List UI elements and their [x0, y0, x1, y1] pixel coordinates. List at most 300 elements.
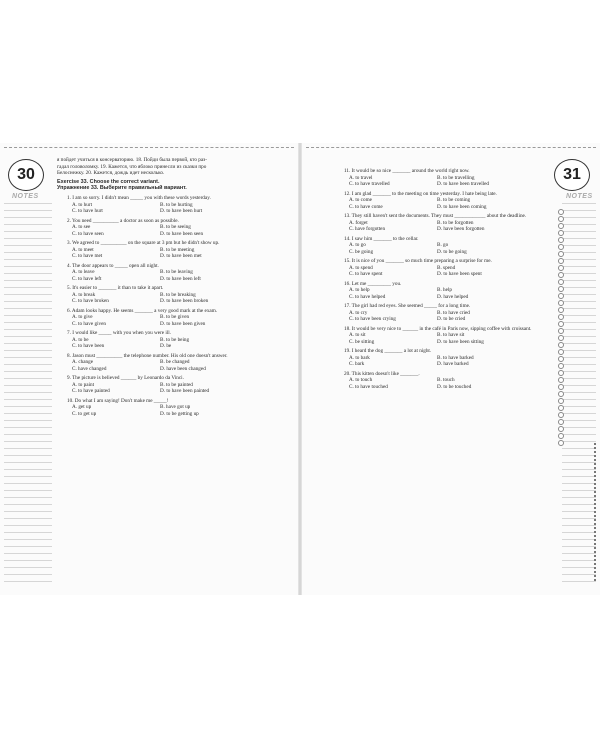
ruled-line	[4, 378, 52, 379]
ruled-line	[4, 203, 52, 204]
ruled-line	[4, 539, 52, 540]
ruled-line	[4, 308, 52, 309]
ruled-line	[4, 210, 52, 211]
ruled-line	[4, 476, 52, 477]
question-item	[334, 168, 532, 188]
answer-options	[334, 332, 532, 345]
answer-options	[334, 175, 532, 188]
spiral-ring	[558, 433, 564, 439]
ruled-line	[562, 378, 596, 379]
ruled-line	[562, 532, 596, 533]
spiral-ring	[558, 370, 564, 376]
answer-option: D. to have been left	[160, 275, 201, 282]
question-item	[334, 258, 532, 278]
ruled-line	[4, 567, 52, 568]
ruled-line	[4, 287, 52, 288]
answer-options	[57, 224, 272, 237]
answer-option: A. to go	[349, 242, 366, 248]
answer-option: C. to have been	[72, 343, 105, 350]
question-item	[334, 371, 532, 391]
ruled-line	[4, 553, 52, 554]
ruled-line	[562, 483, 596, 484]
answer-option: B. to be leaving	[160, 269, 193, 276]
spiral-ring	[558, 237, 564, 243]
answer-option: A. to break	[72, 291, 96, 298]
answer-option: D. to be cried	[437, 316, 466, 322]
spiral-ring	[558, 440, 564, 446]
ruled-line	[562, 364, 596, 365]
ruled-line	[4, 371, 52, 372]
ruled-line	[562, 567, 596, 568]
ruled-line	[562, 203, 596, 204]
answer-option: A. to touch	[349, 377, 373, 383]
spiral-ring	[558, 300, 564, 306]
question-item	[57, 375, 272, 395]
ruled-line	[562, 392, 596, 393]
ruled-line	[4, 322, 52, 323]
ruled-line	[562, 343, 596, 344]
spiral-ring	[558, 349, 564, 355]
ruled-line	[4, 497, 52, 498]
question-text: 18. It would be very nice to ______ in the café in Paris now, sipping coffee with croissant.	[344, 325, 532, 332]
left-column	[57, 157, 272, 417]
answer-option: B. to have cried	[437, 309, 470, 316]
question-text: 1. I am so sorry. I didn't mean _____ you with these words yesterday.	[67, 195, 211, 202]
ruled-line	[562, 434, 596, 435]
ruled-line	[562, 231, 596, 232]
answer-option: A. to cry	[349, 309, 368, 316]
answer-option: D. to have been broken	[160, 298, 209, 305]
ruled-line	[562, 287, 596, 288]
spiral-ring	[558, 293, 564, 299]
intro-line: Белоснежку. 20. Кажется, дождь идет несколько.	[57, 170, 165, 176]
ruled-line	[4, 357, 52, 358]
question-item	[57, 218, 272, 238]
ruled-line	[4, 238, 52, 239]
answer-option: C. to have spent	[349, 271, 383, 277]
spiral-ring	[558, 321, 564, 327]
ruled-line	[562, 546, 596, 547]
question-text: 8. Jason must __________ the telephone number. His old one doesn't answer.	[67, 352, 228, 359]
ruled-line	[562, 574, 596, 575]
ruled-line	[4, 490, 52, 491]
question-item	[334, 303, 532, 323]
ruled-line	[562, 441, 596, 442]
ruled-line	[562, 273, 596, 274]
spiral-ring	[558, 384, 564, 390]
answer-option: B. go	[437, 242, 449, 248]
answer-option: B. to have sit	[437, 332, 465, 338]
ruled-line	[4, 364, 52, 365]
ruled-line	[562, 427, 596, 428]
ruled-line	[562, 357, 596, 358]
answer-option: A. forget	[349, 219, 368, 226]
ruled-line	[562, 420, 596, 421]
answer-option: A. to bark	[349, 354, 370, 361]
ruled-line	[4, 259, 52, 260]
answer-option: A. to be	[72, 336, 89, 343]
question-item	[57, 285, 272, 305]
intro-line: я пойдет учиться в консерваторию. 18. Пойди была первой, кто раз-	[57, 157, 207, 163]
question-text: 4. The door appears to _____ open all night.	[67, 262, 159, 269]
ruled-line	[562, 469, 596, 470]
ruled-line	[4, 329, 52, 330]
ruled-line	[562, 490, 596, 491]
answer-option: D. have barked	[437, 361, 469, 367]
ruled-line	[4, 581, 52, 582]
answer-options	[334, 287, 532, 300]
ruled-line	[4, 392, 52, 393]
answer-option: C. to have come	[349, 203, 383, 210]
question-item	[57, 353, 272, 373]
answer-option: C. to have met	[72, 253, 103, 260]
ruled-line	[562, 252, 596, 253]
answer-options	[334, 197, 532, 210]
spiral-ring	[558, 279, 564, 285]
ruled-line	[562, 294, 596, 295]
ruled-line	[562, 329, 596, 330]
ruled-line	[562, 455, 596, 456]
answer-options	[334, 310, 532, 323]
ruled-line	[562, 518, 596, 519]
ruled-line	[562, 350, 596, 351]
ruled-line	[4, 518, 52, 519]
ruled-line	[4, 280, 52, 281]
spiral-ring	[558, 223, 564, 229]
answer-options	[57, 359, 272, 372]
question-item	[334, 326, 532, 346]
answer-option: A. to give	[72, 314, 93, 321]
ruled-line	[562, 315, 596, 316]
ruled-line	[4, 448, 52, 449]
answer-option: C. bark	[349, 361, 365, 367]
spiral-ring	[558, 412, 564, 418]
answer-option: D. to have been painted	[160, 388, 210, 395]
answer-option: C. be sitting	[349, 338, 375, 345]
answer-options	[334, 242, 532, 255]
answer-option: D. to have been sitting	[437, 338, 484, 345]
answer-option: B. to be forgotten	[437, 219, 474, 226]
question-text: 20. This kitten doesn't like _______.	[344, 370, 420, 377]
ruled-line	[4, 273, 52, 274]
answer-option: D. to have been spent	[437, 271, 482, 277]
question-item	[57, 308, 272, 328]
ruled-line	[562, 560, 596, 561]
answer-option: B. to have barked	[437, 354, 474, 361]
ruled-line	[4, 294, 52, 295]
answer-option: A. to hurt	[72, 201, 93, 208]
answer-option: B. touch	[437, 377, 455, 383]
answer-options	[57, 404, 272, 417]
answer-options	[57, 382, 272, 395]
question-item	[334, 191, 532, 211]
question-item	[57, 263, 272, 283]
answer-option: C. to have helped	[349, 293, 386, 300]
answer-option: A. to meet	[72, 246, 94, 253]
ruled-line	[562, 385, 596, 386]
answer-option: C. to have touched	[349, 383, 388, 390]
page-number-badge	[554, 159, 590, 191]
ruled-line	[562, 525, 596, 526]
ruled-line	[562, 301, 596, 302]
spiral-ring	[558, 426, 564, 432]
question-text: 15. It is nice of you _______ so much time preparing a surprise for me.	[344, 258, 492, 264]
answer-option: C. to have been crying	[349, 316, 396, 322]
question-text: 2. You need __________ a doctor as soon as possible.	[67, 217, 179, 224]
answer-option: D. to have been met	[160, 253, 202, 260]
ruled-line	[4, 343, 52, 344]
ruled-line	[562, 217, 596, 218]
ruled-line	[4, 469, 52, 470]
answer-option: C. to have broken	[72, 298, 109, 305]
answer-option: D. have helped	[437, 293, 469, 300]
spiral-ring	[558, 216, 564, 222]
exercise-title-en: Exercise 33. Choose the correct variant.	[57, 178, 160, 185]
answer-options	[57, 314, 272, 327]
question-text: 9. The picture is believed ______ by Leonardo da Vinci.	[67, 375, 184, 382]
answer-options	[57, 202, 272, 215]
ruled-line	[4, 511, 52, 512]
question-item	[334, 348, 532, 368]
ruled-line	[562, 581, 596, 582]
answer-option: C. be going	[349, 248, 374, 255]
answer-option: D. to be getting up	[160, 410, 199, 417]
ruled-line	[4, 574, 52, 575]
question-item	[334, 213, 532, 233]
ruled-line	[562, 504, 596, 505]
ruled-line	[4, 525, 52, 526]
answer-option: A. get up	[72, 404, 92, 411]
answer-option: C. to have travelled	[349, 181, 390, 187]
notes-label: NOTES	[12, 193, 39, 200]
ruled-line	[4, 434, 52, 435]
ruled-line	[4, 560, 52, 561]
answer-option: D. have been changed	[160, 365, 206, 372]
ruled-line	[4, 413, 52, 414]
ruled-line	[4, 532, 52, 533]
ruled-line	[562, 371, 596, 372]
answer-option: D. to be going	[437, 248, 467, 255]
ruled-line	[4, 546, 52, 547]
answer-option: A. to see	[72, 224, 91, 231]
spiral-ring	[558, 356, 564, 362]
question-item	[334, 281, 532, 301]
answer-option: D. to have been hurt	[160, 208, 203, 215]
spiral-ring	[558, 209, 564, 215]
ruled-line	[562, 224, 596, 225]
answer-option: A. to sit	[349, 332, 366, 338]
spiral-ring	[558, 258, 564, 264]
spiral-ring	[558, 265, 564, 271]
answer-option: B. to be given	[160, 314, 190, 321]
book-spread	[0, 143, 600, 595]
answer-option: B. to be breaking	[160, 291, 196, 298]
answer-option: A. to paint	[72, 381, 95, 388]
spiral-ring	[558, 391, 564, 397]
question-text: 12. I am glad _______ to the meeting on time yesterday. I hate being late.	[344, 190, 497, 197]
ruled-line	[562, 399, 596, 400]
ruled-line	[4, 217, 52, 218]
ruled-line	[562, 406, 596, 407]
question-text: 13. They still haven't sent the documents. They must ____________ about the deadline.	[344, 213, 527, 219]
answer-option: B. to be meeting	[160, 246, 195, 253]
right-page	[300, 143, 600, 595]
answer-option: B. to be seeing	[160, 224, 191, 231]
exercise-title-ru: Упражнение 33. Выберите правильный вариант.	[57, 185, 187, 192]
answer-option: D. to have been given	[160, 320, 206, 327]
answer-options	[57, 247, 272, 260]
answer-option: D. be	[160, 343, 172, 350]
answer-option: A. to leave	[72, 269, 95, 276]
page-number: 30	[17, 166, 35, 183]
ruled-line	[4, 483, 52, 484]
answer-options	[334, 355, 532, 368]
ruled-line	[562, 511, 596, 512]
ruled-line	[562, 553, 596, 554]
page-number-badge	[8, 159, 44, 191]
question-item	[57, 398, 272, 418]
spiral-ring	[558, 419, 564, 425]
page-number: 31	[563, 166, 581, 183]
question-text: 7. I would like _____ with you when you were ill.	[67, 330, 172, 337]
spiral-ring	[558, 335, 564, 341]
ruled-line	[4, 462, 52, 463]
question-text: 3. We agreed to __________ on the square at 3 pm but he didn't show up.	[67, 240, 220, 247]
left-page	[0, 143, 300, 595]
answer-option: C. to get up	[72, 410, 97, 417]
spiral-ring	[558, 377, 564, 383]
answer-option: C. have changed	[72, 365, 107, 372]
question-text: 16. Let me _________ you.	[344, 280, 402, 287]
ruled-line	[562, 497, 596, 498]
spiral-ring	[558, 307, 564, 313]
spiral-wire	[594, 443, 596, 583]
ruled-line	[4, 245, 52, 246]
ruled-line	[562, 476, 596, 477]
ruled-line	[4, 350, 52, 351]
answer-option: B. to be being	[160, 336, 190, 343]
ruled-line	[562, 308, 596, 309]
question-text: 5. It's easier to _______ it than to take it apart.	[67, 285, 164, 292]
ruled-line	[4, 266, 52, 267]
question-text: 14. I saw him _______ to the cellar.	[344, 235, 419, 242]
answer-option: C. to have hurt	[72, 208, 103, 215]
answer-option: C. have forgotten	[349, 226, 386, 232]
question-item	[57, 240, 272, 260]
spiral-ring	[558, 251, 564, 257]
answer-option: B. have got up	[160, 404, 191, 411]
ruled-line	[562, 266, 596, 267]
top-border	[306, 147, 596, 148]
ruled-line	[4, 420, 52, 421]
answer-option: D. to have been coming	[437, 203, 487, 210]
question-text: 10. Do what I am saying! Don't make me _____!	[67, 397, 169, 404]
answer-options	[334, 220, 532, 233]
ruled-line	[4, 315, 52, 316]
question-text: 17. The girl had red eyes. She seemed _____ for a long time.	[344, 303, 471, 309]
ruled-line	[562, 245, 596, 246]
ruled-line	[562, 539, 596, 540]
ruled-line	[562, 448, 596, 449]
spiral-ring	[558, 342, 564, 348]
answer-option: D. to have been travelled	[437, 181, 489, 187]
ruled-line	[562, 413, 596, 414]
right-column	[334, 165, 532, 390]
spiral-ring	[558, 405, 564, 411]
answer-option: D. to be touched	[437, 383, 472, 390]
answer-option: B. spend	[437, 264, 456, 271]
answer-option: A. to come	[349, 197, 372, 203]
notes-label: NOTES	[566, 193, 593, 200]
ruled-line	[4, 224, 52, 225]
question-text: 19. I heard the dog _______ a lot at night.	[344, 348, 432, 354]
answer-option: B. to be coming	[437, 197, 471, 203]
ruled-line	[562, 280, 596, 281]
question-text: 11. It would be so nice _______ around the world right now.	[344, 168, 470, 174]
ruled-line	[4, 336, 52, 337]
ruled-line	[4, 301, 52, 302]
intro-line: гадал головоломку. 19. Кажется, что яблоко принесли из сказки про	[57, 163, 207, 170]
answer-option: B. be changed	[160, 359, 190, 366]
answer-options	[57, 337, 272, 350]
right-questions	[334, 168, 532, 390]
question-item	[57, 195, 272, 215]
ruled-line	[4, 406, 52, 407]
ruled-line	[562, 322, 596, 323]
ruled-line	[4, 385, 52, 386]
answer-options	[57, 292, 272, 305]
answer-options	[334, 265, 532, 278]
question-item	[334, 236, 532, 256]
question-item	[57, 330, 272, 350]
intro-paragraph	[57, 157, 272, 177]
answer-option: B. to be hurting	[160, 201, 193, 208]
spiral-ring	[558, 286, 564, 292]
ruled-line	[4, 441, 52, 442]
answer-option: A. to travel	[349, 174, 373, 181]
answer-option: C. to have painted	[72, 388, 110, 395]
answer-option: B. to be painted	[160, 381, 193, 388]
ruled-line	[562, 462, 596, 463]
answer-option: C. to have seen	[72, 230, 104, 237]
ruled-line	[562, 210, 596, 211]
answer-options	[57, 269, 272, 282]
spiral-ring	[558, 328, 564, 334]
ruled-line	[4, 504, 52, 505]
question-text: 6. Adam looks happy. He seems _______ a very good mark at the exam.	[67, 307, 218, 314]
ruled-line	[562, 336, 596, 337]
ruled-line	[562, 259, 596, 260]
spiral-ring	[558, 398, 564, 404]
spiral-ring	[558, 363, 564, 369]
ruled-line	[4, 399, 52, 400]
ruled-line	[4, 427, 52, 428]
spiral-ring	[558, 230, 564, 236]
answer-option: A. change	[72, 359, 94, 366]
ruled-line	[4, 231, 52, 232]
ruled-line	[4, 455, 52, 456]
ruled-line	[562, 238, 596, 239]
spiral-ring	[558, 314, 564, 320]
answer-option: B. to be travelling	[437, 174, 475, 181]
answer-option: D. have been forgotten	[437, 226, 485, 232]
answer-option: C. to have left	[72, 275, 102, 282]
answer-option: B. help	[437, 287, 452, 293]
top-border	[4, 147, 294, 148]
ruled-line	[4, 252, 52, 253]
answer-option: D. to have been seen	[160, 230, 204, 237]
spiral-ring	[558, 244, 564, 250]
